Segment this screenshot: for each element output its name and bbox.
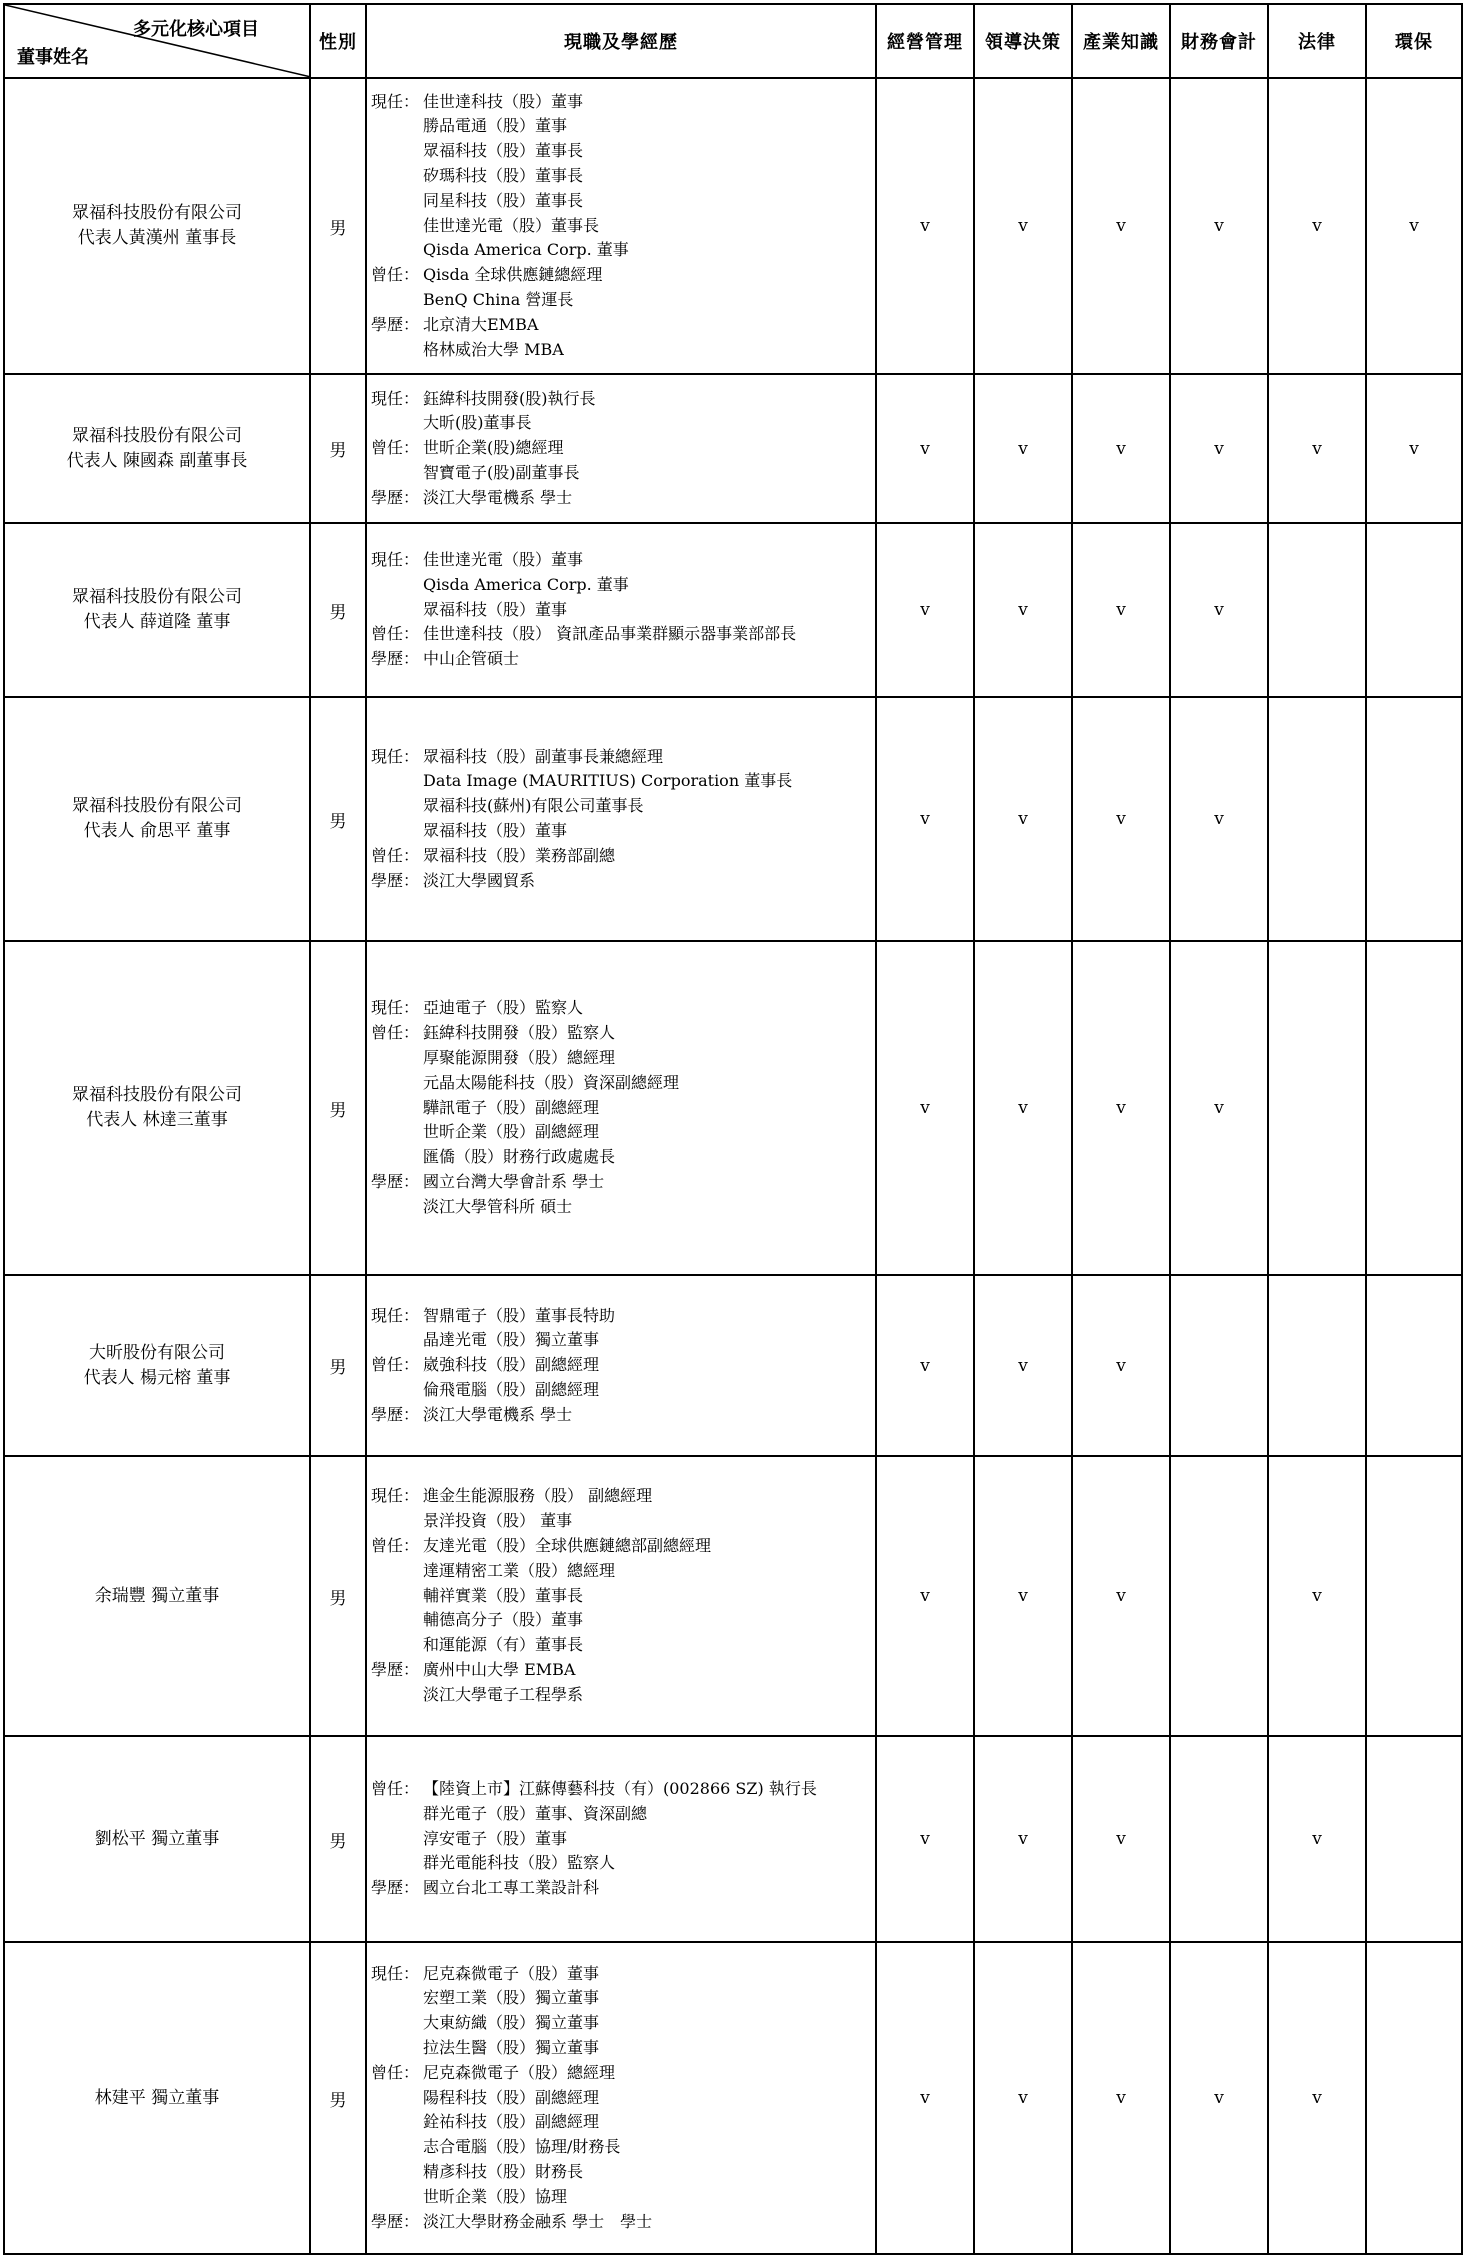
skill-check-cell: v [876, 697, 974, 941]
director-name-line: 眾福科技股份有限公司 [72, 1085, 242, 1105]
experience-lines [423, 387, 869, 437]
skill-check-cell: v [1170, 697, 1268, 941]
experience-lines [423, 313, 869, 363]
skill-check-cell: v [974, 1456, 1072, 1736]
experience-group [371, 436, 869, 486]
experience-label: 曾任： [371, 265, 420, 285]
experience-line: 進金生能源服務（股） 副總經理 [423, 1486, 653, 1506]
experience-line: 鈺緯科技開發（股）監察人 [423, 1023, 616, 1043]
experience-label: 曾任： [371, 624, 420, 644]
gender-cell: 男 [310, 697, 366, 941]
experience-group [371, 647, 869, 672]
skill-check-cell [1366, 1275, 1462, 1456]
skill-check-cell: v [1170, 1942, 1268, 2254]
experience-lines [423, 622, 869, 647]
experience-label: 曾任： [371, 845, 420, 865]
experience-cell [366, 941, 876, 1275]
experience-line: 淡江大學電機系 學士 [423, 487, 573, 507]
director-title-line: 代表人 陳國森 副董事長 [66, 450, 248, 471]
skill-check-cell [1170, 1736, 1268, 1942]
experience-line: 輔德高分子（股）董事 [423, 1610, 584, 1630]
experience-group [371, 486, 869, 511]
experience-lines [423, 90, 869, 264]
experience-line: 倫飛電腦（股）副總經理 [423, 1379, 600, 1399]
experience-label: 學歷： [371, 649, 420, 669]
experience-line: 宏塑工業（股）獨立董事 [423, 1988, 600, 2008]
experience-group [371, 622, 869, 647]
director-name-cell [4, 697, 310, 941]
experience-label: 現任： [371, 1963, 420, 1983]
experience-line: Qisda America Corp. 董事 [423, 574, 629, 594]
skill-check-cell [1268, 523, 1366, 697]
director-title-line: 代表人 楊元榕 董事 [83, 1367, 231, 1388]
experience-line: 國立台灣大學會計系 學士 [423, 1171, 605, 1191]
experience-line: 眾福科技(蘇州)有限公司董事長 [423, 796, 644, 816]
experience-group [371, 1484, 869, 1534]
experience-line: 智寶電子(股)副董事長 [423, 462, 580, 482]
director-name-line: 眾福科技股份有限公司 [72, 587, 242, 607]
experience-line: 智鼎電子（股）董事長特助 [423, 1305, 616, 1325]
experience-lines [423, 1962, 869, 2061]
experience-lines [423, 869, 869, 894]
director-row [4, 1736, 1462, 1942]
experience-group [371, 996, 869, 1021]
skill-check-cell: v [1072, 697, 1170, 941]
skill-check-cell: v [1366, 374, 1462, 523]
director-title-line: 代表人 薛道隆 董事 [83, 612, 231, 632]
skill-heading: 領導決策 [974, 4, 1072, 78]
director-name-cell [4, 1736, 310, 1942]
skill-check-cell [1366, 1456, 1462, 1736]
director-name-line: 林建平 獨立董事 [94, 2087, 220, 2108]
skill-check-cell: v [974, 1736, 1072, 1942]
skill-check-cell: v [974, 1942, 1072, 2254]
experience-lines [423, 548, 869, 622]
experience-group [371, 1403, 869, 1428]
director-name-line: 眾福科技股份有限公司 [72, 425, 242, 446]
experience-line: 淡江大學國貿系 [423, 870, 536, 890]
experience-group [371, 1170, 869, 1220]
experience-label: 現任： [371, 550, 420, 569]
skill-check-cell: v [1170, 374, 1268, 523]
experience-group [371, 90, 869, 264]
skill-check-cell: v [974, 78, 1072, 374]
experience-group [371, 313, 869, 363]
skill-check-cell [1268, 697, 1366, 941]
gender-cell: 男 [310, 1275, 366, 1456]
experience-lines [423, 1021, 869, 1170]
experience-label: 現任： [371, 91, 420, 111]
skill-check-cell: v [876, 374, 974, 523]
experience-cell [366, 78, 876, 374]
experience-heading: 現職及學經歷 [366, 4, 876, 78]
experience-cell [366, 697, 876, 941]
gender-cell: 男 [310, 523, 366, 697]
experience-line: 鈺緯科技開發(股)執行長 [423, 388, 596, 408]
director-title-line: 代表人 俞思平 董事 [83, 821, 231, 841]
experience-line: 拉法生醫（股）獨立董事 [423, 2038, 600, 2057]
experience-label: 曾任： [371, 1355, 420, 1375]
experience-group [371, 548, 869, 622]
experience-line: 友達光電（股）全球供應鏈總部副總經理 [423, 1536, 712, 1555]
experience-label: 曾任： [371, 1023, 420, 1043]
skill-check-cell: v [1268, 1942, 1366, 2254]
director-name-line: 余瑞豐 獨立董事 [94, 1585, 220, 1606]
experience-group [371, 1962, 869, 2061]
header-row [4, 4, 1462, 78]
experience-lines [423, 1304, 869, 1354]
director-name-heading: 董事姓名 [17, 47, 89, 68]
skill-check-cell: v [974, 523, 1072, 697]
skill-check-cell: v [876, 78, 974, 374]
experience-line: 驊訊電子（股）副總經理 [423, 1097, 600, 1117]
experience-lines [423, 263, 869, 313]
experience-lines [423, 1353, 869, 1403]
experience-line: 志合電腦（股）協理/財務長 [423, 2137, 621, 2157]
experience-cell [366, 1942, 876, 2254]
skill-check-cell [1268, 1275, 1366, 1456]
skill-check-cell: v [1170, 523, 1268, 697]
director-row [4, 941, 1462, 1275]
skill-check-cell: v [974, 941, 1072, 1275]
director-row [4, 374, 1462, 523]
skill-heading: 產業知識 [1072, 4, 1170, 78]
skill-check-cell [1366, 523, 1462, 697]
experience-line: 眾福科技（股）董事 [423, 821, 568, 840]
experience-line: 格林威治大學 MBA [423, 339, 564, 359]
experience-lines [423, 996, 869, 1021]
experience-line: 輔祥實業（股）董事長 [423, 1585, 584, 1605]
experience-line: 淡江大學管科所 碩士 [423, 1196, 573, 1216]
experience-line: 淡江大學電機系 學士 [423, 1404, 573, 1424]
skill-heading: 財務會計 [1170, 4, 1268, 78]
experience-group [371, 387, 869, 437]
skill-check-cell: v [1170, 78, 1268, 374]
experience-lines [423, 1484, 869, 1534]
skill-check-cell: v [1268, 1736, 1366, 1942]
experience-group [371, 1353, 869, 1403]
skill-check-cell: v [974, 697, 1072, 941]
experience-label: 現任： [371, 388, 420, 408]
experience-line: 晶達光電（股）獨立董事 [423, 1330, 600, 1350]
experience-line: Qisda 全球供應鏈總經理 [423, 265, 603, 285]
skill-check-cell: v [876, 1456, 974, 1736]
experience-label: 現任： [371, 1486, 420, 1506]
experience-line: 中山企管碩士 [423, 649, 520, 669]
skill-check-cell: v [974, 1275, 1072, 1456]
skill-heading: 法律 [1268, 4, 1366, 78]
experience-label: 學歷： [371, 870, 420, 890]
experience-lines [423, 1534, 869, 1658]
experience-line: 佳世達光電（股）董事 [423, 550, 584, 569]
gender-cell: 男 [310, 1456, 366, 1736]
experience-group [371, 1021, 869, 1170]
skill-check-cell [1366, 1942, 1462, 2254]
experience-lines [423, 647, 869, 672]
experience-line: 淳安電子（股）董事 [423, 1828, 568, 1848]
experience-cell [366, 1736, 876, 1942]
experience-lines [423, 1658, 869, 1708]
experience-line: 群光電子（股）董事、資深副總 [423, 1803, 648, 1823]
skill-check-cell: v [1072, 941, 1170, 1275]
core-items-heading: 多元化核心項目 [133, 19, 259, 40]
experience-group [371, 2210, 869, 2235]
experience-group [371, 869, 869, 894]
skill-check-cell: v [1072, 1456, 1170, 1736]
experience-group [371, 1777, 869, 1876]
skill-check-cell: v [974, 374, 1072, 523]
skill-check-cell: v [876, 523, 974, 697]
experience-line: 厚聚能源開發（股）總經理 [423, 1048, 616, 1067]
experience-line: 淡江大學電子工程學系 [423, 1684, 584, 1704]
experience-group [371, 263, 869, 313]
skill-check-cell [1170, 1456, 1268, 1736]
experience-cell [366, 523, 876, 697]
experience-line: 眾福科技（股）董事長 [423, 141, 584, 161]
skill-heading: 環保 [1366, 4, 1462, 78]
skill-check-cell: v [876, 941, 974, 1275]
experience-lines [423, 1777, 869, 1876]
skill-check-cell: v [1268, 374, 1366, 523]
experience-line: 群光電能科技（股）監察人 [423, 1853, 616, 1873]
skill-check-cell: v [876, 1736, 974, 1942]
skill-check-cell: v [1072, 1942, 1170, 2254]
experience-line: 國立台北工專工業設計科 [423, 1878, 600, 1898]
experience-line: 同星科技（股）董事長 [423, 190, 584, 210]
experience-lines [423, 1403, 869, 1428]
experience-group [371, 1534, 869, 1658]
experience-lines [423, 1170, 869, 1220]
experience-label: 現任： [371, 998, 420, 1018]
director-name-line: 劉松平 獨立董事 [94, 1828, 220, 1849]
experience-line: 世昕企業（股）協理 [423, 2186, 568, 2206]
experience-line: 佳世達科技（股）董事 [423, 91, 584, 111]
skill-check-cell: v [1268, 1456, 1366, 1736]
skill-check-cell: v [1072, 1275, 1170, 1456]
experience-label: 學歷： [371, 314, 420, 334]
director-name-cell [4, 941, 310, 1275]
experience-group [371, 844, 869, 869]
gender-heading: 性別 [310, 4, 366, 78]
director-row [4, 697, 1462, 941]
experience-label: 學歷： [371, 487, 420, 507]
skill-check-cell [1170, 1275, 1268, 1456]
experience-lines [423, 436, 869, 486]
experience-line: 尼克森微電子（股）總經理 [423, 2062, 616, 2082]
experience-line: 淡江大學財務金融系 學士 學士 [423, 2211, 653, 2231]
experience-line: 矽瑪科技（股）董事長 [423, 166, 584, 185]
experience-line: 眾福科技（股）董事 [423, 599, 568, 619]
gender-cell: 男 [310, 374, 366, 523]
experience-label: 曾任： [371, 1779, 420, 1798]
experience-line: 大東紡織（股）獨立董事 [423, 2013, 600, 2033]
director-title-line: 代表人 林達三董事 [86, 1110, 228, 1130]
skill-heading: 經營管理 [876, 4, 974, 78]
experience-line: 眾福科技（股）副董事長兼總經理 [423, 746, 664, 766]
experience-lines [423, 486, 869, 511]
skill-check-cell: v [1072, 78, 1170, 374]
experience-line: 匯僑（股）財務行政處處長 [423, 1147, 616, 1167]
experience-label: 曾任： [371, 438, 420, 458]
experience-line: 勝品電通（股）董事 [423, 116, 568, 136]
experience-label: 曾任： [371, 2062, 420, 2082]
director-row [4, 78, 1462, 374]
experience-line: Qisda America Corp. 董事 [423, 240, 629, 260]
experience-group [371, 1658, 869, 1708]
skill-check-cell: v [1072, 1736, 1170, 1942]
experience-label: 學歷： [371, 1171, 420, 1191]
experience-line: 亞迪電子（股）監察人 [423, 998, 584, 1018]
experience-line: 景洋投資（股） 董事 [423, 1511, 573, 1531]
experience-lines [423, 2061, 869, 2210]
director-row [4, 1942, 1462, 2254]
director-name-line: 大昕股份有限公司 [89, 1342, 225, 1363]
experience-group [371, 2061, 869, 2210]
director-name-line: 眾福科技股份有限公司 [72, 796, 242, 816]
skill-check-cell: v [1366, 78, 1462, 374]
experience-lines [423, 745, 869, 844]
experience-cell [366, 1275, 876, 1456]
director-name-cell [4, 1942, 310, 2254]
experience-line: 精彥科技（股）財務長 [423, 2161, 584, 2181]
experience-line: 崴強科技（股）副總經理 [423, 1355, 600, 1375]
experience-line: Data Image (MAURITIUS) Corporation 董事長 [423, 771, 793, 791]
experience-lines [423, 1876, 869, 1901]
experience-lines [423, 2210, 869, 2235]
experience-label: 學歷： [371, 1404, 420, 1424]
experience-line: 大昕(股)董事長 [423, 413, 532, 433]
skill-check-cell [1366, 1736, 1462, 1942]
experience-line: 銓祐科技（股）副總經理 [423, 2112, 600, 2132]
experience-line: 世昕企業(股)總經理 [423, 438, 564, 458]
header-corner-cell [4, 4, 310, 78]
experience-line: 眾福科技（股）業務部副總 [423, 845, 616, 865]
experience-lines [423, 844, 869, 869]
experience-line: 世昕企業（股）副總經理 [423, 1122, 600, 1142]
director-diversity-table [3, 3, 1463, 2255]
experience-group [371, 1876, 869, 1901]
director-row [4, 1275, 1462, 1456]
experience-line: 元晶太陽能科技（股）資深副總經理 [423, 1072, 680, 1092]
experience-label: 學歷： [371, 1878, 420, 1898]
experience-label: 學歷： [371, 1659, 420, 1679]
skill-check-cell [1268, 941, 1366, 1275]
experience-line: 達運精密工業（股）總經理 [423, 1560, 616, 1580]
gender-cell: 男 [310, 1942, 366, 2254]
gender-cell: 男 [310, 941, 366, 1275]
director-name-line: 眾福科技股份有限公司 [72, 203, 242, 223]
skill-check-cell [1366, 697, 1462, 941]
experience-line: 佳世達科技（股） 資訊產品事業群顯示器事業部部長 [423, 624, 797, 644]
gender-cell: 男 [310, 78, 366, 374]
skill-check-cell: v [1170, 941, 1268, 1275]
experience-line: 尼克森微電子（股）董事 [423, 1963, 600, 1983]
skill-check-cell [1366, 941, 1462, 1275]
experience-line: 廣州中山大學 EMBA [423, 1659, 576, 1679]
director-name-cell [4, 1275, 310, 1456]
skill-check-cell: v [1072, 374, 1170, 523]
director-row [4, 523, 1462, 697]
experience-line: 佳世達光電（股）董事長 [423, 215, 600, 235]
gender-cell: 男 [310, 1736, 366, 1942]
experience-group [371, 1304, 869, 1354]
experience-line: BenQ China 營運長 [423, 289, 574, 309]
director-row [4, 1456, 1462, 1736]
director-name-cell [4, 523, 310, 697]
experience-line: 北京清大EMBA [423, 314, 539, 334]
experience-line: 【陸資上市】江蘇傳藝科技（有）(002866 SZ) 執行長 [423, 1779, 817, 1798]
experience-line: 和運能源（有）董事長 [423, 1635, 584, 1655]
experience-label: 現任： [371, 1305, 420, 1325]
experience-cell [366, 374, 876, 523]
skill-check-cell: v [1268, 78, 1366, 374]
experience-label: 現任： [371, 746, 420, 766]
experience-label: 曾任： [371, 1536, 420, 1555]
skill-check-cell: v [876, 1275, 974, 1456]
director-name-cell [4, 78, 310, 374]
experience-group [371, 745, 869, 844]
experience-cell [366, 1456, 876, 1736]
director-name-cell [4, 374, 310, 523]
director-title-line: 代表人黃漢州 董事長 [77, 228, 237, 248]
skill-check-cell: v [876, 1942, 974, 2254]
director-name-cell [4, 1456, 310, 1736]
skill-check-cell: v [1072, 523, 1170, 697]
experience-label: 學歷： [371, 2211, 420, 2231]
experience-line: 陽程科技（股）副總經理 [423, 2087, 600, 2107]
